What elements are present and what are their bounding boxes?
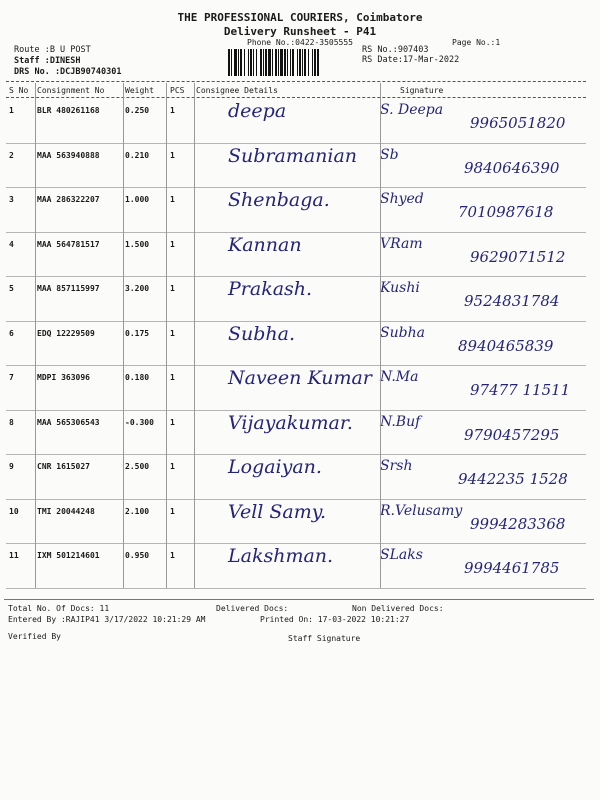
- row-consignee-name: Subha.: [228, 322, 296, 345]
- row-sno: 5: [9, 284, 14, 293]
- row-pcs: 1: [170, 106, 175, 115]
- row-weight: 3.200: [125, 284, 150, 293]
- table-row: [0, 100, 600, 144]
- column-divider: [166, 83, 167, 588]
- row-sno: 4: [9, 239, 14, 249]
- table-row: [0, 323, 600, 367]
- row-signature: Shyed: [380, 191, 424, 207]
- row-consignee-name: Prakash.: [228, 278, 313, 300]
- col-weight: Weight: [125, 86, 154, 95]
- rs-date: RS Date:17-Mar-2022: [362, 55, 460, 65]
- printed-on: Printed On: 17-03-2022 10:21:27: [260, 615, 410, 624]
- page-number: Page No.:1: [452, 38, 501, 47]
- row-weight: -0.300: [125, 417, 154, 427]
- row-signature: N.Buf: [380, 413, 421, 430]
- col-consignee: Consignee Details: [196, 86, 278, 95]
- row-pcs: 1: [170, 462, 175, 471]
- row-weight: 1.000: [125, 195, 150, 204]
- staff-signature-label: Staff Signature: [288, 634, 361, 643]
- row-signature-phone: 7010987618: [458, 203, 554, 221]
- column-divider: [194, 83, 195, 588]
- row-pcs: 1: [170, 373, 175, 382]
- col-signature: Signature: [400, 86, 444, 95]
- row-separator: [6, 232, 586, 233]
- table-row: [0, 456, 600, 500]
- column-divider: [123, 83, 124, 588]
- row-signature: Subha: [380, 324, 425, 341]
- row-weight: 2.100: [125, 506, 150, 516]
- row-signature-phone: 9994461785: [464, 559, 560, 577]
- row-sno: 8: [9, 417, 14, 427]
- header-top-rule: [6, 81, 586, 82]
- rs-number: RS No.:907403: [362, 45, 429, 55]
- table-row: [0, 234, 600, 278]
- row-consignee-name: Vell Samy.: [228, 500, 327, 523]
- row-signature-phone: 9965051820: [470, 114, 566, 132]
- row-consignment-no: TMI 20044248: [37, 506, 95, 516]
- row-consignment-no: CNR 1615027: [37, 462, 90, 471]
- row-pcs: 1: [170, 506, 175, 516]
- row-signature-phone: 8940465839: [458, 336, 554, 355]
- row-separator: [6, 276, 586, 277]
- route: Route :B U POST: [14, 45, 91, 55]
- row-signature: Srsh: [380, 458, 413, 474]
- row-pcs: 1: [170, 328, 175, 338]
- row-weight: 0.250: [125, 106, 150, 115]
- row-signature-phone: 9994283368: [470, 514, 566, 533]
- table-row: [0, 278, 600, 322]
- row-consignee-name: Naveen Kumar: [228, 367, 372, 389]
- row-consignee-name: Lakshman.: [228, 545, 334, 567]
- row-consignee-name: Subramanian: [228, 144, 358, 167]
- row-signature-phone: 9790457295: [464, 425, 560, 444]
- delivered-docs: Delivered Docs:: [216, 604, 289, 613]
- row-separator: [6, 365, 586, 366]
- table-row: [0, 189, 600, 233]
- verified-by: Verified By: [8, 632, 61, 641]
- row-sno: 9: [9, 462, 14, 471]
- column-divider: [380, 83, 381, 588]
- row-sno: 1: [9, 106, 14, 115]
- row-consignment-no: MAA 565306543: [37, 417, 100, 427]
- row-consignee-name: Shenbaga.: [228, 189, 330, 211]
- row-weight: 1.500: [125, 239, 150, 249]
- phone-number: Phone No.:0422-3505555: [247, 38, 353, 47]
- table-row: [0, 145, 600, 189]
- row-sno: 2: [9, 150, 14, 160]
- row-separator: [6, 187, 586, 188]
- col-sno: S No: [9, 86, 29, 95]
- barcode: [228, 49, 352, 76]
- row-consignment-no: MAA 286322207: [37, 195, 100, 204]
- header-bottom-rule: [6, 97, 586, 98]
- row-signature-phone: 9840646390: [464, 158, 560, 177]
- drs-number: DRS No. :DCJB90740301: [14, 67, 122, 77]
- table-row: [0, 501, 600, 545]
- row-sno: 7: [9, 373, 14, 382]
- table-row: [0, 545, 600, 589]
- row-separator: [6, 499, 586, 500]
- row-sno: 3: [9, 195, 14, 204]
- row-consignment-no: BLR 480261168: [37, 106, 100, 115]
- column-divider: [35, 83, 36, 588]
- row-signature-phone: 97477 11511: [470, 381, 571, 399]
- row-pcs: 1: [170, 239, 175, 249]
- row-weight: 2.500: [125, 462, 150, 471]
- row-signature: S. Deepa: [380, 102, 444, 118]
- row-separator: [6, 321, 586, 322]
- col-consignment: Consignment No: [37, 86, 105, 95]
- row-consignee-name: deepa: [228, 100, 287, 122]
- row-signature: VRam: [380, 235, 423, 252]
- row-separator: [6, 410, 586, 411]
- row-weight: 0.175: [125, 328, 150, 338]
- row-pcs: 1: [170, 551, 175, 560]
- table-row: [0, 367, 600, 411]
- entered-by: Entered By :RAJIP41 3/17/2022 10:21:29 AM: [8, 615, 206, 624]
- table-row: [0, 412, 600, 456]
- row-pcs: 1: [170, 417, 175, 427]
- row-signature: Kushi: [380, 280, 420, 296]
- row-consignment-no: EDQ 12229509: [37, 328, 95, 338]
- row-consignment-no: MAA 857115997: [37, 284, 100, 293]
- total-docs: Total No. Of Docs: 11: [8, 604, 110, 613]
- row-signature-phone: 9524831784: [464, 292, 560, 310]
- row-consignee-name: Vijayakumar.: [228, 411, 353, 434]
- company-name: THE PROFESSIONAL COURIERS, Coimbatore: [177, 11, 423, 24]
- row-pcs: 1: [170, 284, 175, 293]
- row-weight: 0.210: [125, 150, 150, 160]
- row-weight: 0.950: [125, 551, 150, 560]
- staff: Staff :DINESH: [14, 56, 81, 66]
- row-separator: [6, 454, 586, 455]
- row-consignment-no: MAA 563940888: [37, 150, 100, 160]
- row-sno: 6: [9, 328, 14, 338]
- row-signature: Sb: [380, 146, 399, 163]
- row-pcs: 1: [170, 150, 175, 160]
- row-consignment-no: MAA 564781517: [37, 239, 100, 249]
- row-signature-phone: 9442235 1528: [458, 470, 568, 488]
- footer-rule: [4, 599, 594, 600]
- row-consignment-no: MDPI 363096: [37, 373, 90, 382]
- row-consignee-name: Kannan: [228, 233, 302, 256]
- col-pcs: PCS: [170, 86, 185, 95]
- row-sno: 10: [9, 506, 19, 516]
- row-signature: SLaks: [380, 547, 423, 563]
- barcode-bar: [319, 49, 320, 76]
- row-weight: 0.180: [125, 373, 150, 382]
- row-separator: [6, 588, 586, 589]
- row-sno: 11: [9, 551, 19, 560]
- row-pcs: 1: [170, 195, 175, 204]
- row-signature: R.Velusamy: [380, 502, 463, 519]
- document-title: Delivery Runsheet - P41: [223, 25, 377, 38]
- row-signature-phone: 9629071512: [470, 247, 566, 266]
- row-consignee-name: Logaiyan.: [228, 456, 322, 478]
- row-signature: N.Ma: [380, 369, 419, 385]
- row-consignment-no: IXM 501214601: [37, 551, 100, 560]
- non-delivered-docs: Non Delivered Docs:: [352, 604, 444, 613]
- row-separator: [6, 543, 586, 544]
- row-separator: [6, 143, 586, 144]
